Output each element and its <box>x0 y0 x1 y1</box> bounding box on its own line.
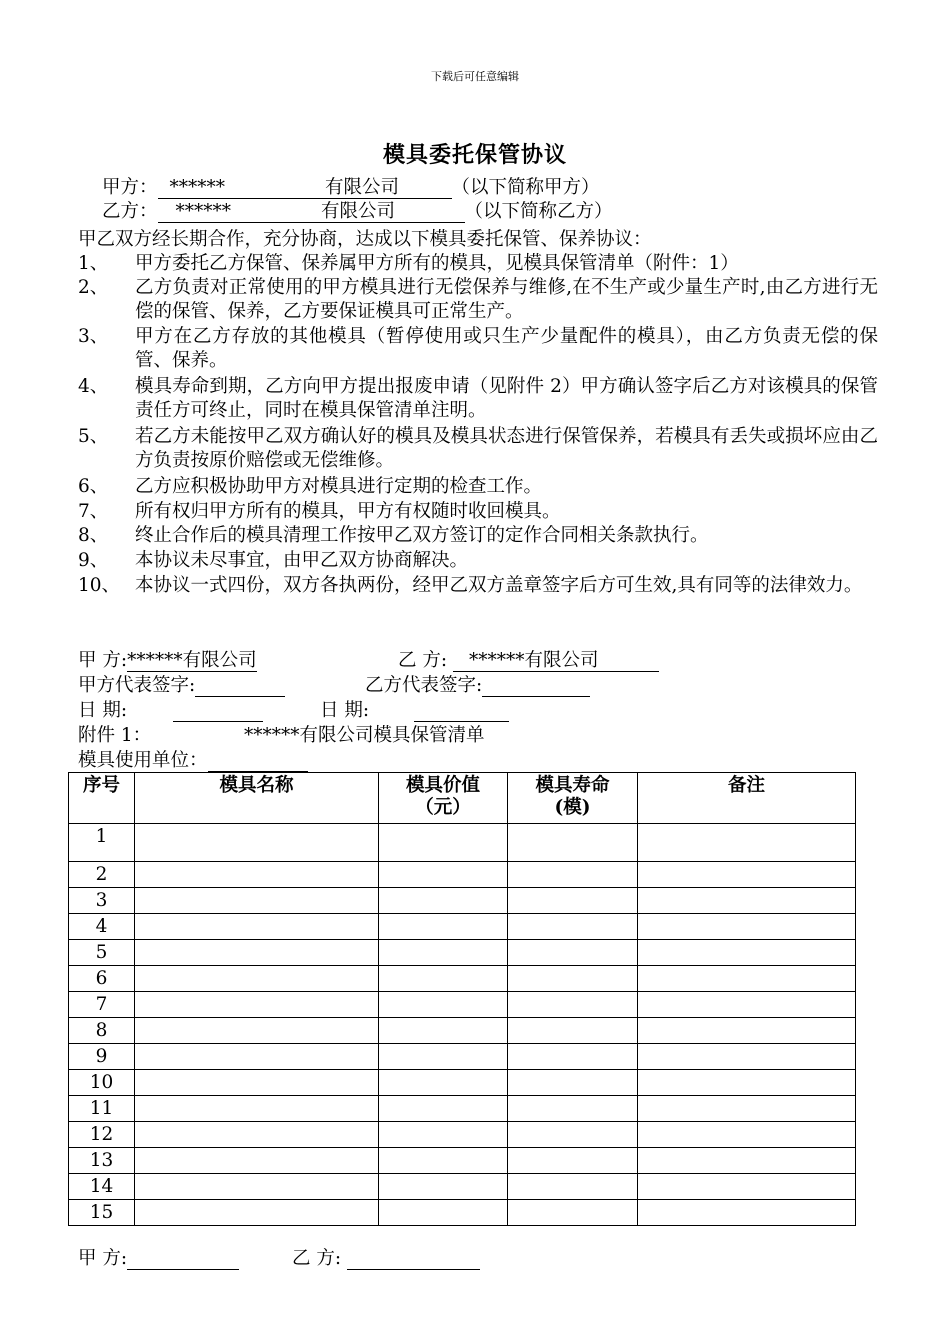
footer-party-b-label: 乙 方: <box>292 1248 342 1269</box>
table-cell <box>638 914 856 940</box>
sign-party-b-field <box>453 651 659 672</box>
table-cell <box>379 1148 508 1174</box>
party-a-label: 甲方： <box>102 177 158 198</box>
date-b-label: 日 期: <box>320 700 370 721</box>
table-cell <box>638 1122 856 1148</box>
date-a-label: 日 期: <box>78 700 128 721</box>
clause-text: 甲方在乙方存放的其他模具（暂停使用或只生产少量配件的模具），由乙方负责无偿的保管、保养。 <box>135 326 878 371</box>
table-cell <box>638 1148 856 1174</box>
rep-a-label: 甲方代表签字: <box>78 675 196 696</box>
date-a-blank <box>173 701 263 722</box>
table-row <box>69 862 856 888</box>
clause-number: 3、 <box>78 326 109 347</box>
row-number: 8 <box>69 1018 135 1044</box>
table-cell <box>638 862 856 888</box>
clause-4 <box>78 375 878 423</box>
table-cell <box>135 1174 379 1200</box>
table-cell <box>135 1200 379 1226</box>
table-cell <box>638 1070 856 1096</box>
clause-text: 乙方负责对正常使用的甲方模具进行无偿保养与维修,在不生产或少量生产时,由乙方进行无偿的保管、保养，乙方要保证模具可正常生产。 <box>135 277 878 322</box>
table-cell <box>638 1096 856 1122</box>
table-cell <box>508 862 638 888</box>
table-cell <box>638 1174 856 1200</box>
row-number: 1 <box>69 824 135 862</box>
table-row <box>69 1148 856 1174</box>
table-cell <box>638 940 856 966</box>
table-cell <box>379 966 508 992</box>
row-number: 9 <box>69 1044 135 1070</box>
clause-text: 本协议未尽事宜，由甲乙双方协商解决。 <box>135 550 469 571</box>
row-number: 2 <box>69 862 135 888</box>
table-cell <box>379 824 508 862</box>
table-cell <box>135 1096 379 1122</box>
header-life: 模具寿命 (模) <box>508 773 638 824</box>
clause-9 <box>78 549 878 573</box>
clause-2 <box>78 276 878 324</box>
table-row <box>69 824 856 862</box>
page-title: 模具委托保管协议 <box>382 142 567 168</box>
party-a-name-field <box>158 178 452 199</box>
table-cell <box>508 888 638 914</box>
clause-7 <box>78 500 878 524</box>
table-cell <box>135 1044 379 1070</box>
attachment-label: 附件 1： <box>78 725 152 746</box>
table-cell <box>508 992 638 1018</box>
table-cell <box>379 1122 508 1148</box>
header-remark: 备注 <box>638 773 856 824</box>
table-cell <box>379 862 508 888</box>
party-b-alias: （以下简称乙方） <box>464 201 613 222</box>
clause-text: 若乙方未能按甲乙双方确认好的模具及模具状态进行保管保养，若模具有丢失或损坏应由乙方负责按原价赔偿或无偿维修。 <box>135 426 878 471</box>
sign-party-a-label: 甲 方: <box>78 650 128 671</box>
table-row <box>69 966 856 992</box>
unit-blank <box>208 751 308 772</box>
clause-8 <box>78 524 878 548</box>
sign-party-b-label: 乙 方: <box>398 650 448 671</box>
clause-number: 2、 <box>78 277 109 298</box>
party-a-name: ****** <box>169 177 226 198</box>
clause-text: 模具寿命到期，乙方向甲方提出报废申请（见附件 2）甲方确认签字后乙方对该模具的保管责任方可终止，同时在模具保管清单注明。 <box>135 376 878 421</box>
table-cell <box>638 1018 856 1044</box>
table-cell <box>135 1122 379 1148</box>
footer-party-b <box>292 1247 480 1271</box>
table-cell <box>135 824 379 862</box>
clause-number: 4、 <box>78 376 109 397</box>
table-cell <box>379 1174 508 1200</box>
clause-number: 9、 <box>78 550 109 571</box>
attachment-title: ******有限公司模具保管清单 <box>244 725 485 746</box>
sign-party-a-value: ******有限公司 <box>127 650 257 671</box>
unit-line <box>78 749 308 773</box>
table-cell <box>508 1200 638 1226</box>
header-seq: 序号 <box>69 773 135 824</box>
party-b-name-field <box>158 202 465 223</box>
sign-party-b <box>398 649 659 673</box>
table-cell <box>135 862 379 888</box>
table-cell <box>135 1070 379 1096</box>
table-cell <box>508 940 638 966</box>
clause-number: 5、 <box>78 426 109 447</box>
clause-text: 乙方应积极协助甲方对模具进行定期的检查工作。 <box>135 476 543 497</box>
table-cell <box>638 1200 856 1226</box>
rep-b <box>365 674 590 698</box>
header-name: 模具名称 <box>135 773 379 824</box>
clause-1 <box>78 252 878 276</box>
table-cell <box>508 1018 638 1044</box>
rep-b-blank <box>482 676 590 697</box>
table-cell <box>379 1200 508 1226</box>
table-cell <box>135 1018 379 1044</box>
table-cell <box>379 1070 508 1096</box>
table-cell <box>379 992 508 1018</box>
party-a-company: 有限公司 <box>325 177 400 198</box>
unit-label: 模具使用单位： <box>78 750 208 771</box>
party-b-company: 有限公司 <box>321 201 396 222</box>
table-cell <box>135 888 379 914</box>
row-number: 10 <box>69 1070 135 1096</box>
row-number: 15 <box>69 1200 135 1226</box>
table-cell <box>508 914 638 940</box>
table-row <box>69 1174 856 1200</box>
table-row <box>69 1096 856 1122</box>
party-b-name: ****** <box>175 201 232 222</box>
header-note: 下载后可任意编辑 <box>431 70 519 83</box>
clause-number: 8、 <box>78 525 109 546</box>
table-cell <box>379 1096 508 1122</box>
clause-text: 本协议一式四份，双方各执两份，经甲乙双方盖章签字后方可生效,具有同等的法律效力。 <box>135 575 863 596</box>
table-cell <box>135 914 379 940</box>
table-cell <box>638 888 856 914</box>
table-row <box>69 888 856 914</box>
table-cell <box>638 824 856 862</box>
clause-text: 甲方委托乙方保管、保养属甲方所有的模具，见模具保管清单（附件：1） <box>135 253 739 274</box>
row-number: 5 <box>69 940 135 966</box>
header-value: 模具价值 （元） <box>379 773 508 824</box>
date-a-blank-wrap <box>173 699 263 723</box>
rep-a-blank <box>195 676 285 697</box>
footer-party-a <box>78 1247 239 1271</box>
row-number: 6 <box>69 966 135 992</box>
table-cell <box>135 966 379 992</box>
rep-b-label: 乙方代表签字: <box>365 675 483 696</box>
table-row <box>69 940 856 966</box>
sign-party-b-value: ******有限公司 <box>469 650 599 671</box>
table-header-row <box>69 773 856 824</box>
row-number: 13 <box>69 1148 135 1174</box>
clause-3 <box>78 325 878 373</box>
table-cell <box>508 1070 638 1096</box>
table-row <box>69 992 856 1018</box>
clause-10 <box>78 574 878 598</box>
table-cell <box>135 940 379 966</box>
table-cell <box>508 824 638 862</box>
table-row <box>69 1200 856 1226</box>
party-b-label: 乙方： <box>102 201 158 222</box>
date-b <box>320 699 369 723</box>
footer-party-a-blank <box>127 1249 239 1270</box>
table-cell <box>379 914 508 940</box>
table-cell <box>379 888 508 914</box>
table-cell <box>638 966 856 992</box>
clause-number: 10、 <box>78 575 121 596</box>
table-row <box>69 1122 856 1148</box>
table-cell <box>508 1044 638 1070</box>
table-cell <box>508 1174 638 1200</box>
table-row <box>69 1044 856 1070</box>
mold-list-table <box>68 772 856 1226</box>
date-b-blank-wrap <box>414 699 509 723</box>
date-b-blank <box>414 701 509 722</box>
table-cell <box>135 1148 379 1174</box>
table-cell <box>508 1122 638 1148</box>
footer-party-b-blank <box>347 1249 480 1270</box>
intro-text: 甲乙双方经长期合作，充分协商，达成以下模具委托保管、保养协议： <box>78 229 652 250</box>
row-number: 4 <box>69 914 135 940</box>
table-row <box>69 1018 856 1044</box>
clause-text: 所有权归甲方所有的模具，甲方有权随时收回模具。 <box>135 501 561 522</box>
rep-a <box>78 674 285 698</box>
party-a-line <box>102 176 600 200</box>
table-cell <box>379 940 508 966</box>
table-cell <box>638 1044 856 1070</box>
table-cell <box>508 966 638 992</box>
clause-number: 1、 <box>78 253 109 274</box>
row-number: 7 <box>69 992 135 1018</box>
table-cell <box>379 1018 508 1044</box>
table-cell <box>508 1148 638 1174</box>
table-cell <box>508 1096 638 1122</box>
table-cell <box>379 1044 508 1070</box>
table-row <box>69 914 856 940</box>
date-a <box>78 699 127 723</box>
row-number: 14 <box>69 1174 135 1200</box>
row-number: 11 <box>69 1096 135 1122</box>
row-number: 12 <box>69 1122 135 1148</box>
party-b-line <box>102 200 613 224</box>
row-number: 3 <box>69 888 135 914</box>
table-cell <box>135 992 379 1018</box>
clause-text: 终止合作后的模具清理工作按甲乙双方签订的定作合同相关条款执行。 <box>135 525 709 546</box>
sign-party-a <box>78 649 257 673</box>
clause-number: 7、 <box>78 501 109 522</box>
clause-number: 6、 <box>78 476 109 497</box>
clause-5 <box>78 425 878 473</box>
party-a-alias: （以下简称甲方） <box>451 177 600 198</box>
table-cell <box>638 992 856 1018</box>
clause-6 <box>78 475 878 499</box>
table-row <box>69 1070 856 1096</box>
footer-party-a-label: 甲 方: <box>78 1248 128 1269</box>
